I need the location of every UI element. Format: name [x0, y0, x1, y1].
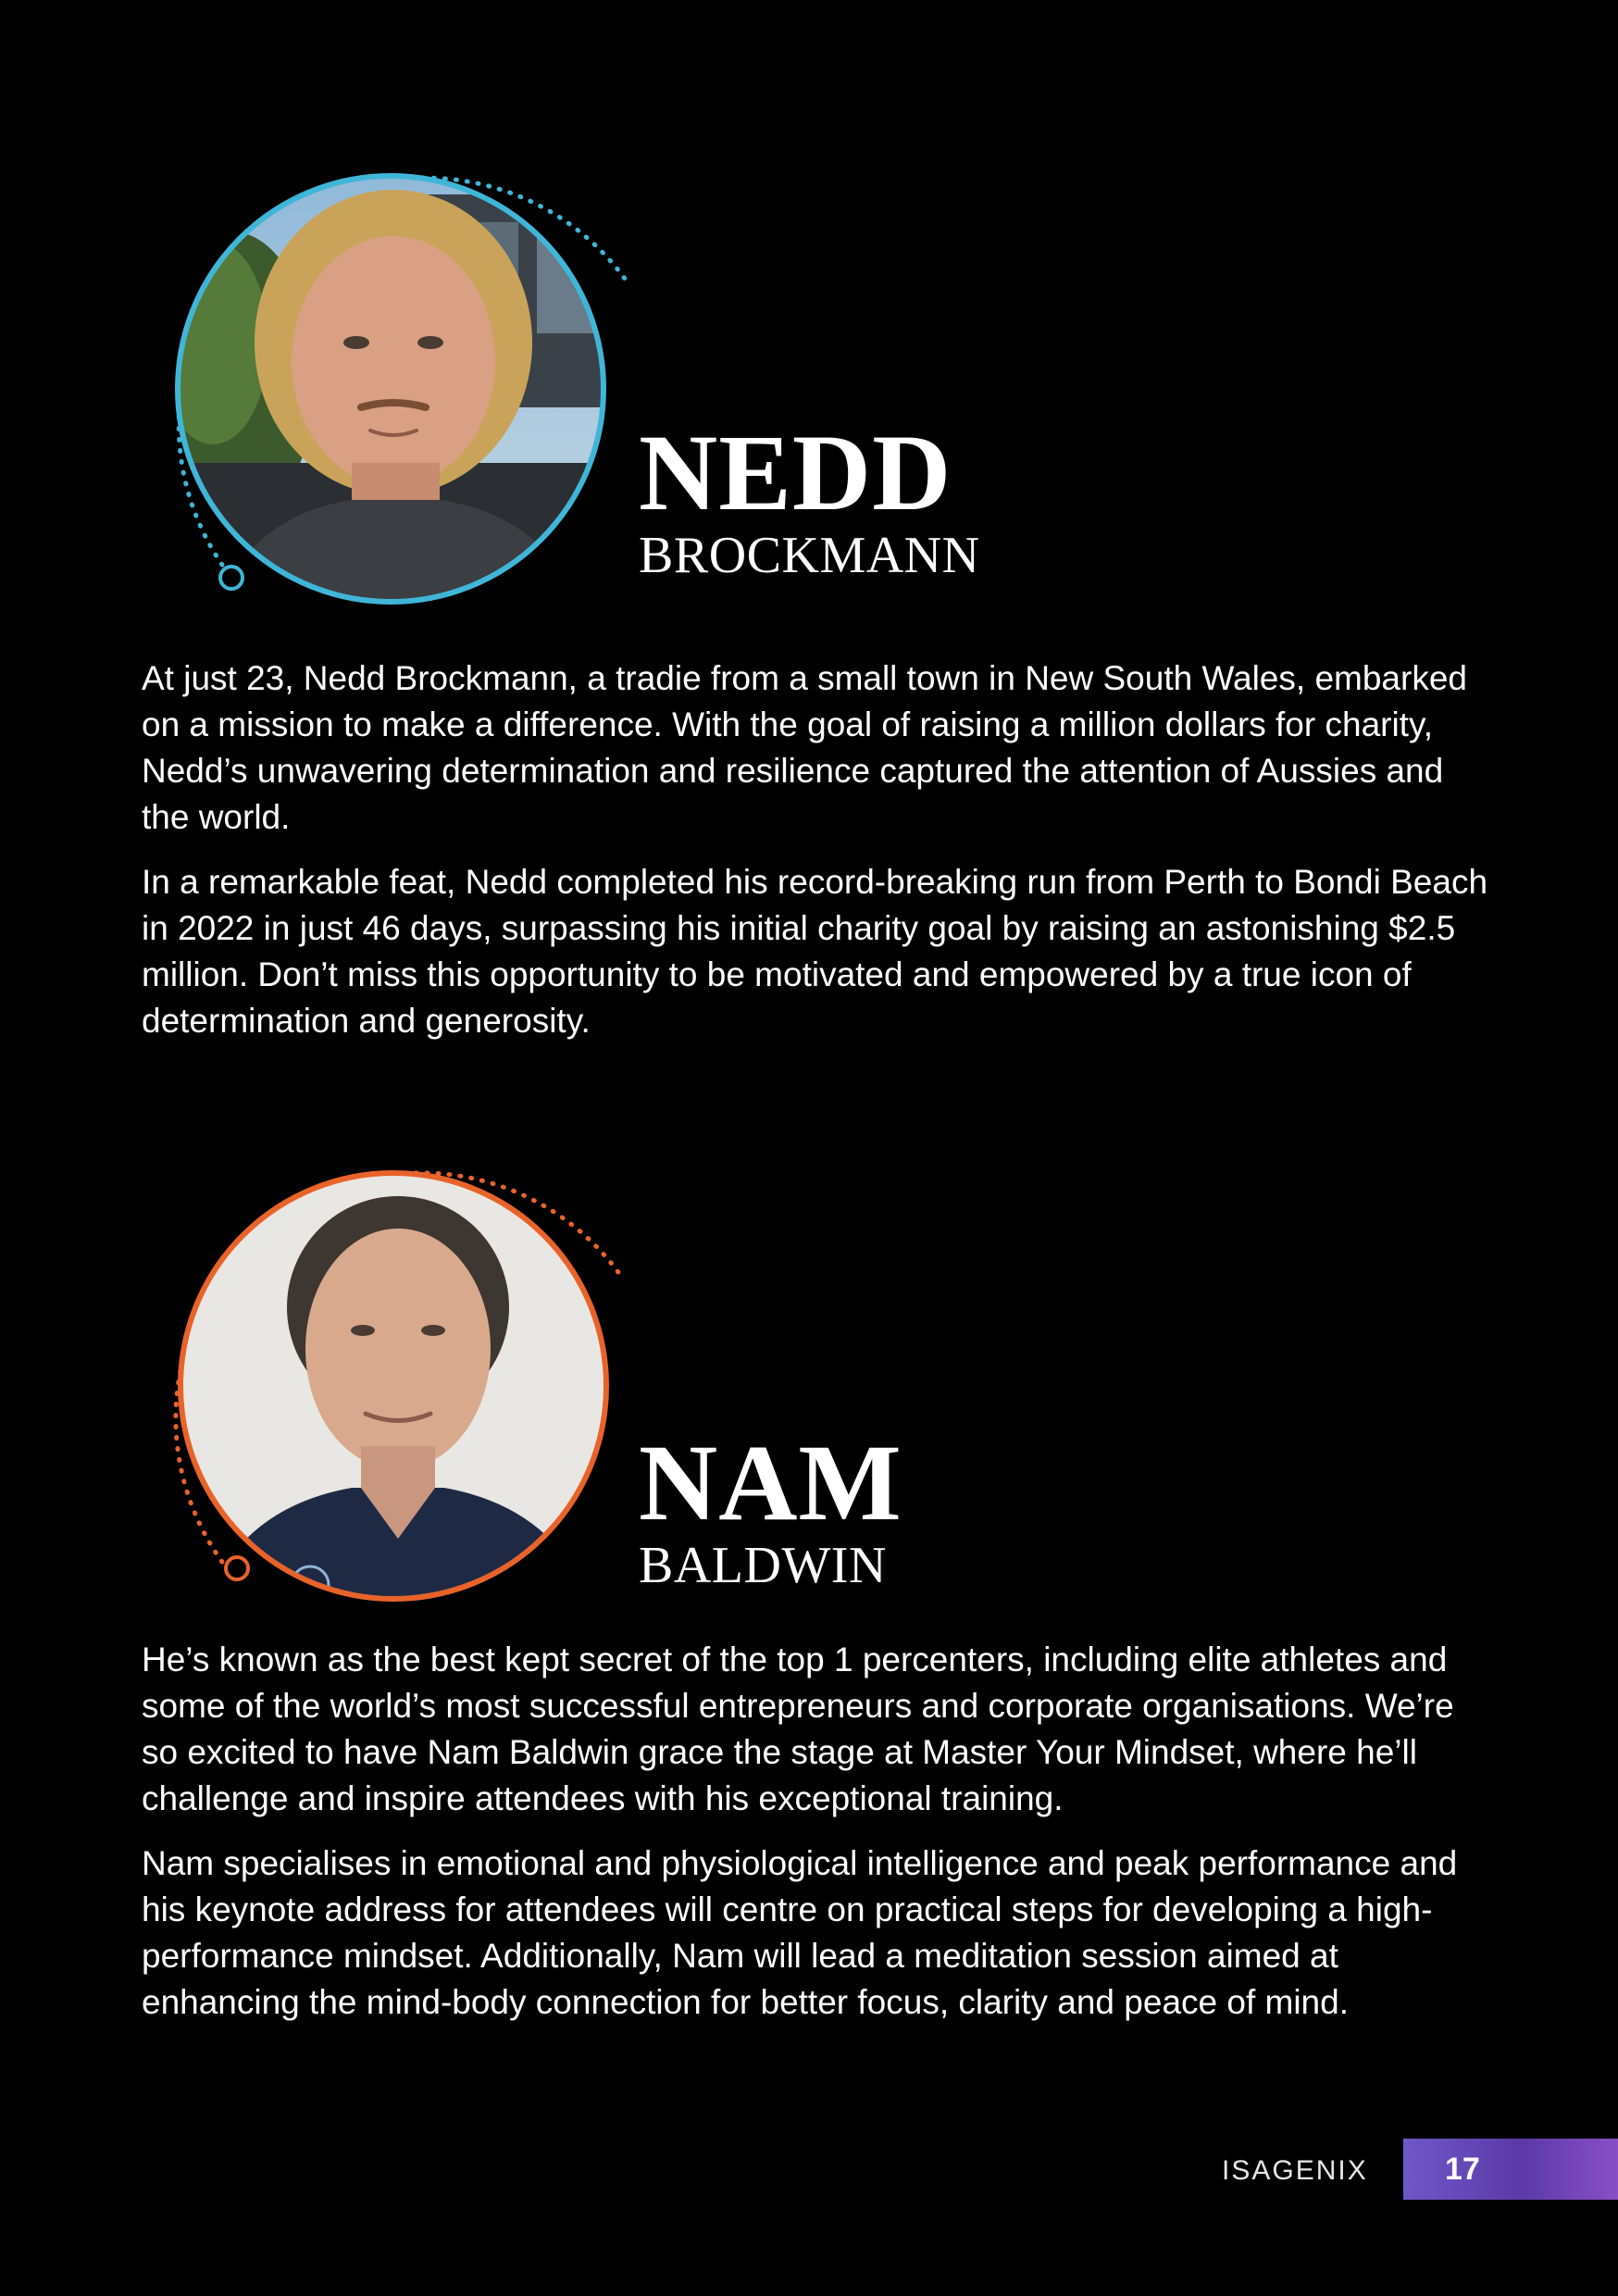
speaker-first-name: NAM [639, 1422, 902, 1543]
bio-paragraph: Nam specialises in emotional and physiological intelligence and peak performance and his keynote address for attendees will centre on practical steps for developing a high-performance mindset. Additionally, Nam will lead a meditation session aimed at enhancing the mind-body connection for better focus, clarity and peace of mind. [142, 1844, 1458, 2021]
photo-frame-nedd [130, 130, 648, 611]
speaker-name-nam [639, 1422, 902, 1594]
speaker-first-name: NEDD [639, 412, 952, 533]
speaker-photo-nam [130, 1122, 648, 1603]
speaker-photo-nedd [130, 130, 648, 611]
footer-brand: ISAGENIX [1222, 2155, 1368, 2186]
speaker-name-nedd [639, 412, 980, 584]
speaker-bio-nam [142, 1637, 1493, 2044]
speaker-bio-nedd [142, 655, 1493, 1063]
page-number: 17 [1445, 2152, 1480, 2187]
bio-paragraph: In a remarkable feat, Nedd completed his record-breaking run from Perth to Bondi Beach in 2022 in just 46 days, surpassing his initial charity goal by raising an astonishing $2.5 million. Don’t miss this opportunity to be motivated and empowered by a true icon of determination and generosity. [142, 863, 1488, 1040]
page-number-badge [1403, 2139, 1618, 2200]
speaker-last-name: BALDWIN [639, 1537, 887, 1594]
photo-frame-nam [130, 1122, 648, 1603]
bio-paragraph: At just 23, Nedd Brockmann, a tradie from a small town in New South Wales, embarked on a mission to make a difference. With the goal of raising a million dollars for charity, Nedd’s unwavering determination and resilience captured the attention of Aussies and the world. [142, 659, 1467, 836]
speaker-last-name: BROCKMANN [639, 527, 980, 584]
bio-paragraph: He’s known as the best kept secret of the top 1 percenters, including elite athletes and some of the world’s most successful entrepreneurs and corporate organisations. We’re so excited to have Nam Baldwin grace the stage at Master Your Mindset, where he’ll challenge and inspire attendees with his exceptional training. [142, 1641, 1454, 1817]
